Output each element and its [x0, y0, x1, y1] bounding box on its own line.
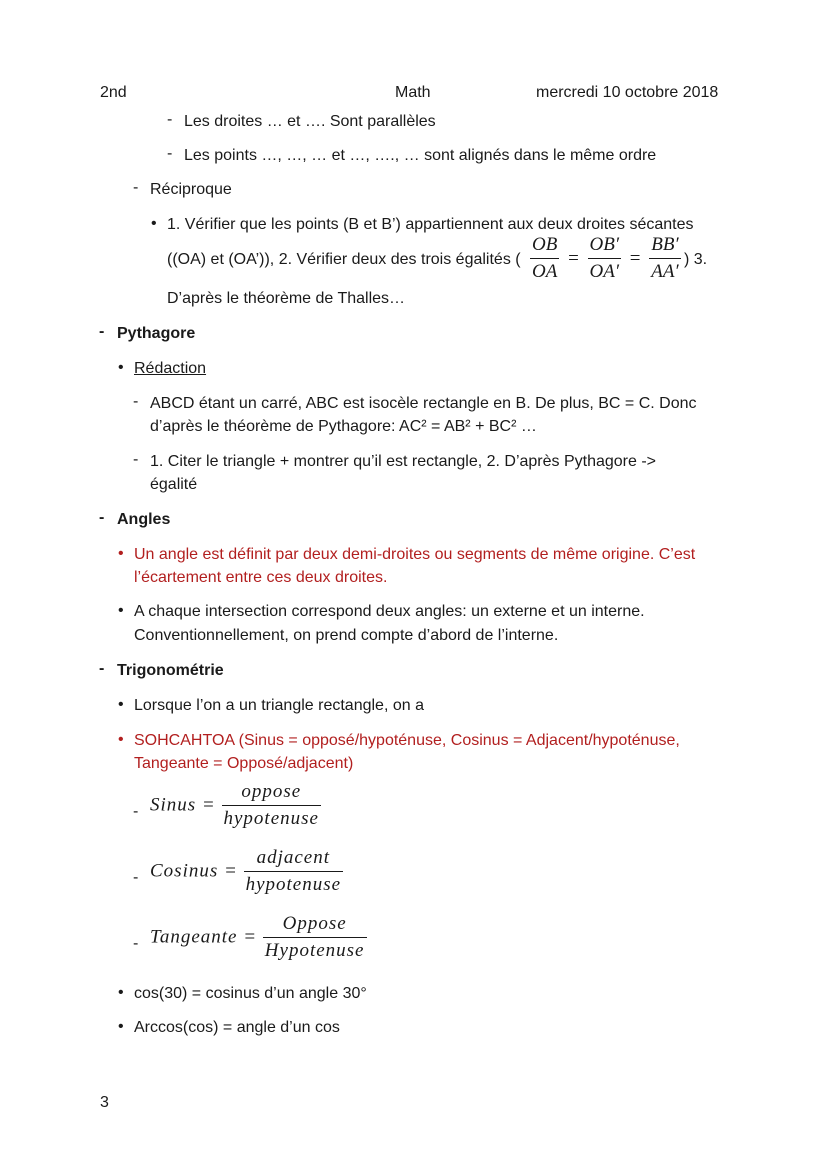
pythagore-item2-line2: égalité [150, 476, 198, 493]
dash-marker: - [133, 179, 139, 196]
dash-marker: - [133, 869, 139, 886]
dash-marker: - [167, 111, 173, 128]
pythagore-heading: Pythagore [117, 325, 196, 342]
tangeante-label: Tangeante = [150, 926, 258, 948]
page-number: 3 [100, 1094, 109, 1111]
bullet-marker: • [118, 545, 124, 562]
bullet-marker: • [118, 984, 124, 1001]
thales-droites-text: Les droites … et …. Sont parallèles [184, 113, 436, 130]
header-class-label: 2nd [100, 84, 127, 101]
angles-heading: Angles [117, 511, 171, 528]
pythagore-item2-line1: 1. Citer le triangle + montrer qu’il est rectangle, 2. D’après Pythagore -> [150, 453, 657, 470]
bullet-marker: • [118, 696, 124, 713]
cosinus-formula [150, 847, 343, 896]
angles-item2-line1: A chaque intersection correspond deux angles: un externe et un interne. [134, 603, 645, 620]
dash-marker: - [167, 145, 173, 162]
trigo-item2-line2: Tangeante = Opposé/adjacent) [134, 755, 354, 772]
fraction-ob-oa: $\frac{OB}{OA}$ [532, 234, 558, 282]
sinus-label: Sinus = [150, 794, 216, 816]
thales-equalities: $\frac{OB}{OA}$ = $\frac{OB'}{OA'}$ = $\frac{BB'}{AA'}$ [532, 234, 679, 282]
bullet-marker: • [118, 359, 124, 376]
cosinus-label: Cosinus = [150, 860, 238, 882]
bullet-marker: • [118, 602, 124, 619]
step-line-1: 1. Vérifier que les points (B et B’) appartiennent aux deux droites sécantes [167, 216, 694, 233]
sinus-fraction: $\frac{\text{oppose}}{\text{hypotenuse}}$ [223, 781, 319, 829]
pythagore-item1-line1: ABCD étant un carré, ABC est isocèle rectangle en B. De plus, BC = C. Donc [150, 395, 697, 412]
thales-points-text: Les points …, …, … et …, …., … sont alignés dans le même ordre [184, 147, 657, 164]
tangeante-formula [150, 913, 367, 962]
tangeante-fraction: $\frac{\text{Oppose}}{\text{Hypotenuse}}$ [264, 913, 365, 961]
header-date: mercredi 10 octobre 2018 [536, 84, 719, 101]
header-subject: Math [395, 84, 431, 101]
pythagore-item1-line2: d’après le théorème de Pythagore: AC² = AB² + BC² … [150, 418, 537, 435]
dash-marker: - [133, 935, 139, 952]
step-line-2-suffix: ) 3. [684, 251, 708, 268]
trigo-item3: cos(30) = cosinus d’un angle 30° [134, 985, 367, 1002]
angles-item1-line1: Un angle est définit par deux demi-droites ou segments de même origine. C’est [134, 546, 696, 563]
trigo-item2-line1: SOHCAHTOA (Sinus = opposé/hypoténuse, Cosinus = Adjacent/hypoténuse, [134, 732, 680, 749]
bullet-marker: • [118, 1018, 124, 1035]
dash-marker: - [133, 393, 139, 410]
heading-dash: - [99, 509, 105, 526]
step-line-3: D’après le théorème de Thalles… [167, 290, 406, 307]
reciproque-label: Réciproque [150, 181, 232, 198]
heading-dash: - [99, 660, 105, 677]
angles-item1-line2: l’écartement entre ces deux droites. [134, 569, 388, 586]
trigo-item1: Lorsque l’on a un triangle rectangle, on a [134, 697, 424, 714]
trigo-heading: Trigonométrie [117, 662, 224, 679]
bullet-marker: • [151, 215, 157, 232]
angles-item2-line2: Conventionnellement, on prend compte d’abord de l’interne. [134, 627, 559, 644]
trigo-item4: Arccos(cos) = angle d’un cos [134, 1019, 340, 1036]
fraction-ob-oa-prime: $\frac{OB'}{OA'}$ [589, 234, 620, 282]
redaction-label: Rédaction [134, 360, 207, 377]
cosinus-fraction: $\frac{\text{adjacent}}{\text{hypotenuse}}$ [245, 847, 342, 895]
heading-dash: - [99, 323, 105, 340]
dash-marker: - [133, 451, 139, 468]
bullet-marker: • [118, 731, 124, 748]
fraction-bb-aa-prime: $\frac{BB'}{AA'}$ [651, 234, 679, 282]
sinus-formula [150, 781, 321, 830]
dash-marker: - [133, 803, 139, 820]
step-line-2-prefix: ((OA) et (OA’)), 2. Vérifier deux des trois égalités ( [167, 251, 521, 268]
